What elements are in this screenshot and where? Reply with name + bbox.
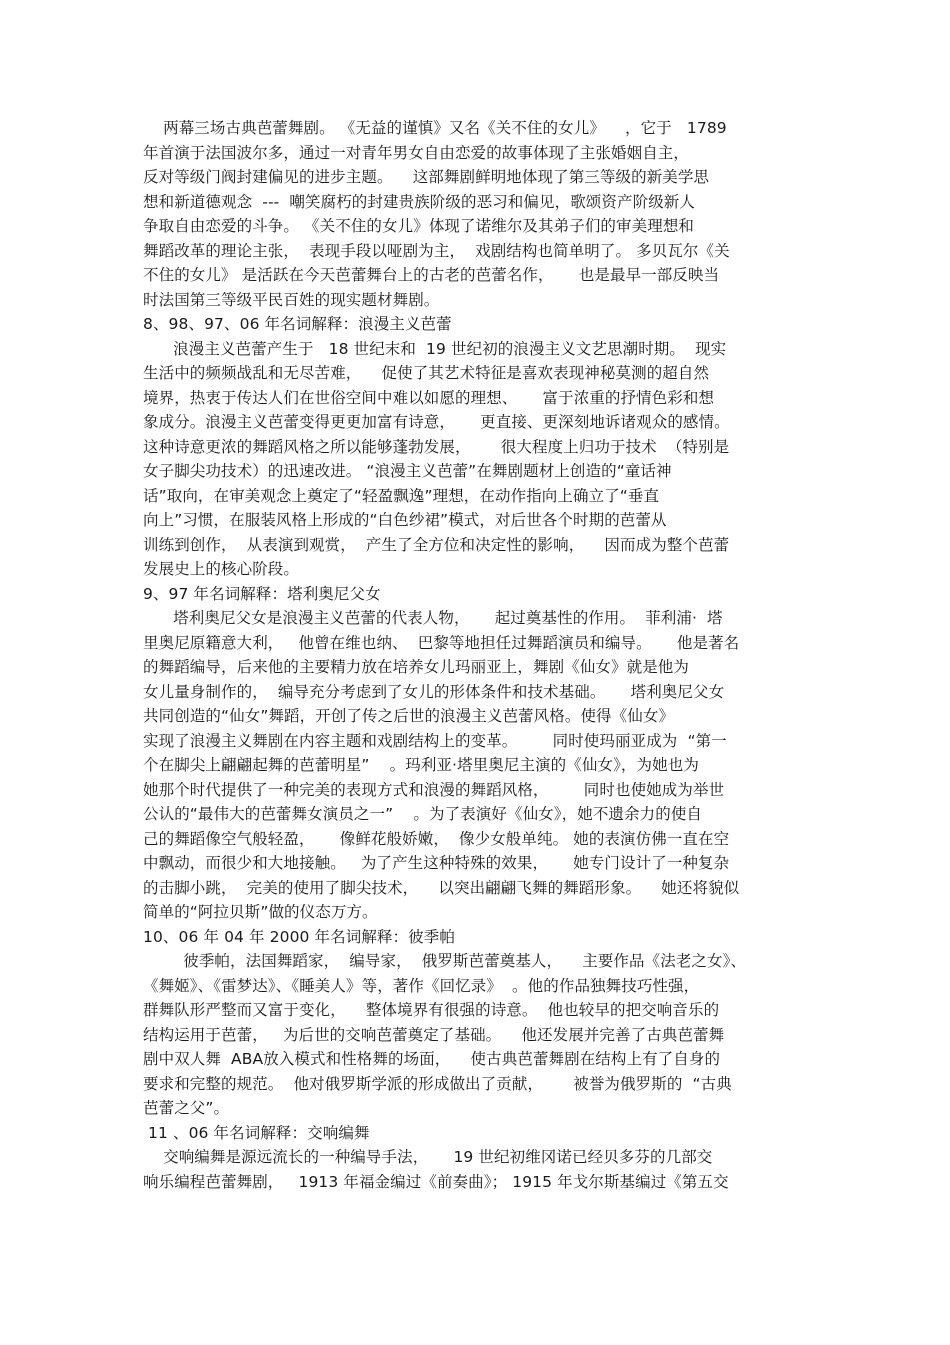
- text-line: 彼季帕，法国舞蹈家， 编导家， 俄罗斯芭蕾奠基人， 主要作品《法老之女》、: [143, 952, 747, 970]
- text-line: 反对等级门阀封建偏见的进步主题。 这部舞剧鲜明地体现了第三等级的新美学思: [143, 168, 710, 186]
- text-line: 这种诗意更浓的舞蹈风格之所以能够蓬勃发展， 很大程度上归功于技术 （特别是: [143, 437, 730, 456]
- text-line: 共同创造的“仙女”舞蹈，开创了传之后世的浪漫主义芭蕾风格。使得《仙女》: [143, 707, 675, 725]
- text-line: 个在脚尖上翩翩起舞的芭蕾明星” 。玛利亚·塔里奥尼主演的《仙女》，为她也为: [143, 756, 699, 774]
- text-line: 中飘动，而很少和大地接触。 为了产生这种特殊的效果， 她专门设计了一种复杂: [143, 854, 730, 872]
- text-line: 己的舞蹈像空气般轻盈， 像鲜花般娇嫩， 像少女般单纯。 她的表演仿佛一直在空: [143, 829, 730, 848]
- section-heading: 10、06 年 04 年 2000 年名词解释：彼季帕: [143, 927, 455, 946]
- text-line: 要求和完整的规范。 他对俄罗斯学派的形成做出了贡献， 被誉为俄罗斯的 “古典: [143, 1074, 732, 1093]
- text-line: 里奥尼原籍意大利， 他曾在维也纳、 巴黎等地担任过舞蹈演员和编导。 他是著名: [143, 633, 740, 652]
- text-line: 发展史上的核心阶段。: [143, 560, 300, 578]
- text-line: 时法国第三等级平民百姓的现实题材舞剧。: [143, 290, 440, 309]
- text-line: 响乐编程芭蕾舞剧， 1913 年福金编过《前奏曲》； 1915 年戈尔斯基编过《第五交: [143, 1172, 729, 1191]
- text-line: 境界，热衷于传达人们在世俗空间中难以如愿的理想、 富于浓重的抒情色彩和想: [143, 388, 715, 407]
- text-line: 向上”习惯，在服装风格上形成的“白色纱裙”模式，对后世各个时期的芭蕾从: [143, 511, 667, 529]
- section-heading: 11 、06 年名词解释：交响编舞: [143, 1123, 370, 1142]
- text-line: 训练到创作， 从表演到观赏， 产生了全方位和决定性的影响， 因而成为整个芭蕾: [143, 535, 730, 554]
- text-line: 的舞蹈编导，后来他的主要精力放在培养女儿玛丽亚上，舞剧《仙女》就是他为: [143, 658, 690, 676]
- section-heading: 9、97 年名词解释：塔利奥尼父女: [143, 584, 381, 603]
- text-line: 女子脚尖功技术）的迅速改进。 “浪漫主义芭蕾”在舞剧题材上创造的“童话神: [143, 462, 672, 480]
- text-line: 生活中的频频战乱和无尽苦难， 促使了其艺术特征是喜欢表现神秘莫测的超自然: [143, 364, 710, 382]
- text-line: 想和新道德观念 --- 嘲笑腐朽的封建贵族阶级的恶习和偏见，歌颂资产阶级新人: [143, 192, 695, 211]
- text-line: 结构运用于芭蕾， 为后世的交响芭蕾奠定了基础。 他还发展并完善了古典芭蕾舞: [143, 1025, 725, 1044]
- text-line: 简单的“阿拉贝斯”做的仪态万方。: [143, 903, 378, 921]
- text-line: 的击脚小跳， 完美的使用了脚尖技术， 以突出翩翩飞舞的舞蹈形象。 她还将貌似: [143, 878, 740, 897]
- text-line: 舞蹈改革的理论主张， 表现手段以哑剧为主， 戏剧结构也简单明了。 多贝瓦尔《关: [143, 241, 730, 260]
- text-line: 不住的女儿》 是活跃在今天芭蕾舞台上的古老的芭蕾名作， 也是最早一部反映当: [143, 266, 720, 284]
- text-line: 芭蕾之父”。: [143, 1099, 230, 1117]
- text-line: 《舞姬》、《雷梦达》、《睡美人》等，著作《回忆录》 。他的作品独舞技巧性强，: [143, 976, 700, 995]
- text-line: 群舞队形严整而又富于变化， 整体境界有很强的诗意。 他也较早的把交响音乐的: [143, 1001, 720, 1019]
- text-line: 话”取向，在审美观念上奠定了“轻盈飘逸”理想，在动作指向上确立了“垂直: [143, 486, 660, 505]
- text-line: 剧中双人舞 ABA放入模式和性格舞的场面， 使古典芭蕾舞剧在结构上有了自身的: [143, 1050, 721, 1068]
- text-line: 浪漫主义芭蕾产生于 18 世纪末和 19 世纪初的浪漫主义文艺思潮时期。 现实: [143, 339, 727, 358]
- document-page: [143, 116, 813, 1194]
- text-line: 交响编舞是源远流长的一种编导手法， 19 世纪初维冈诺已经贝多芬的几部交: [143, 1148, 713, 1166]
- text-line: 两幕三场古典芭蕾舞剧。 《无益的谨慎》又名《关不住的女儿》 ，它于 1789: [143, 119, 727, 137]
- text-line: 公认的“最伟大的芭蕾舞女演员之一” 。为了表演好《仙女》，她不遗余力的使自: [143, 805, 703, 823]
- text-line: 女儿量身制作的， 编导充分考虑到了女儿的形体条件和技术基础。 塔利奥尼父女: [143, 682, 725, 701]
- text-line: 实现了浪漫主义舞剧在内容主题和戏剧结构上的变革。 同时使玛丽亚成为 “第一: [143, 731, 727, 750]
- section-heading: 8、98、97、06 年名词解释：浪漫主义芭蕾: [143, 315, 452, 333]
- text-line: 争取自由恋爱的斗争。 《关不住的女儿》体现了诺维尔及其弟子们的审美理想和: [143, 217, 695, 235]
- text-line: 塔利奥尼父女是浪漫主义芭蕾的代表人物， 起过奠基性的作用。 菲利浦· 塔: [143, 609, 723, 627]
- text-line: 象成分。浪漫主义芭蕾变得更更加富有诗意， 更直接、更深刻地诉诸观众的感情。: [143, 413, 730, 431]
- text-line: 她那个时代提供了一种完美的表现方式和浪漫的舞蹈风格， 同时也使她成为举世: [143, 780, 725, 799]
- text-line: 年首演于法国波尔多，通过一对青年男女自由恋爱的故事体现了主张婚姻自主，: [143, 143, 690, 162]
